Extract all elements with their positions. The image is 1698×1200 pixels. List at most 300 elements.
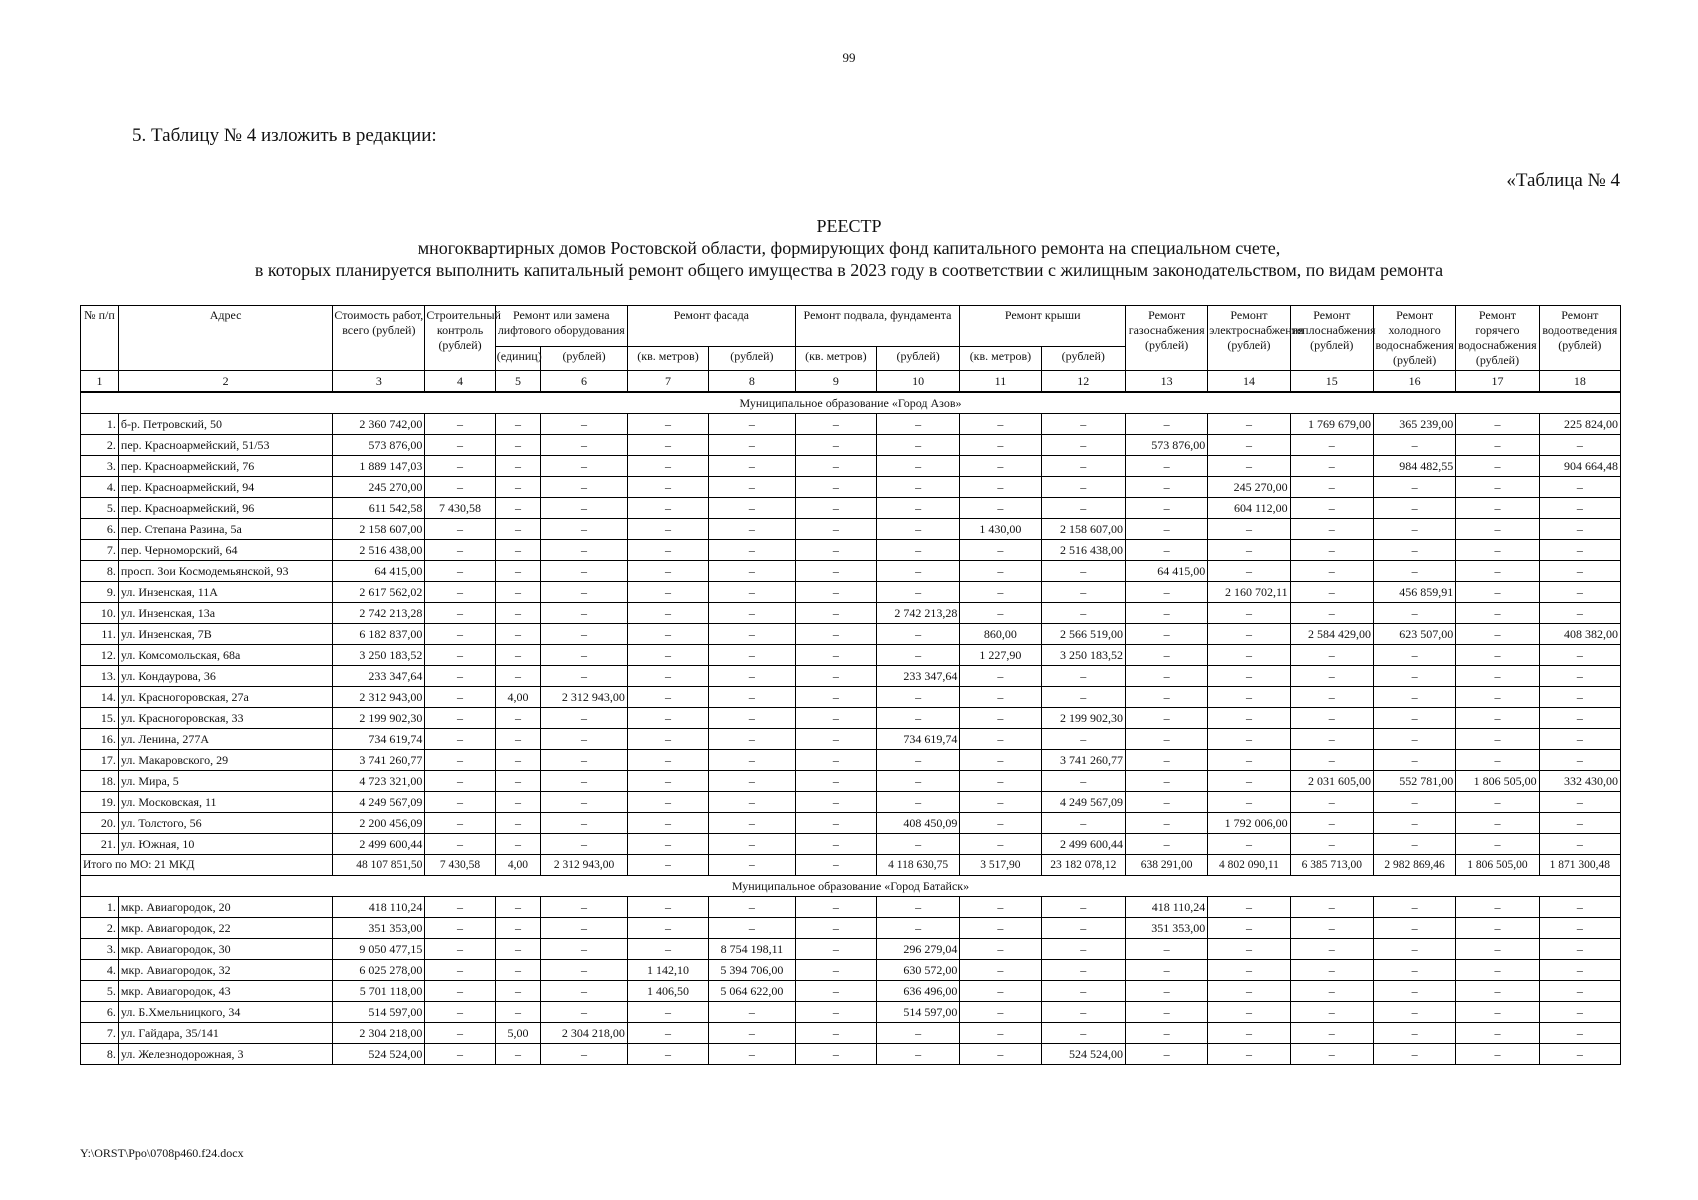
value-cell: – — [1041, 498, 1125, 519]
value-cell: – — [1539, 687, 1620, 708]
value-cell: – — [1539, 729, 1620, 750]
table-row — [81, 603, 1621, 624]
value-cell: – — [627, 1044, 708, 1065]
title-line-2: многоквартирных домов Ростовской области, формирующих фонд капитального ремонта на специальном счете, — [417, 238, 1281, 258]
value-cell: – — [627, 687, 708, 708]
value-cell: – — [1041, 666, 1125, 687]
value-cell: – — [1539, 540, 1620, 561]
value-cell: 351 353,00 — [1126, 918, 1208, 939]
value-cell: – — [1539, 582, 1620, 603]
value-cell: 2 312 943,00 — [541, 687, 628, 708]
value-cell: – — [795, 897, 876, 918]
row-number: 5. — [81, 981, 119, 1002]
row-number: 5. — [81, 498, 119, 519]
table-row — [81, 561, 1621, 582]
value-cell: – — [1456, 561, 1539, 582]
value-cell: – — [1126, 834, 1208, 855]
value-cell: – — [795, 498, 876, 519]
value-cell: 2 742 213,28 — [876, 603, 959, 624]
address-cell: ул. Инзенская, 7В — [118, 624, 332, 645]
value-cell: – — [795, 792, 876, 813]
value-cell: – — [1041, 939, 1125, 960]
value-cell: – — [709, 414, 796, 435]
value-cell: – — [1456, 834, 1539, 855]
value-cell: – — [1290, 561, 1373, 582]
table-row — [81, 519, 1621, 540]
table-row — [81, 582, 1621, 603]
column-number: 7 — [627, 371, 708, 393]
address-cell: мкр. Авиагородок, 20 — [118, 897, 332, 918]
header-hot: Ремонт горячего водоснабжения (рублей) — [1456, 306, 1539, 371]
value-cell: 225 824,00 — [1539, 414, 1620, 435]
value-cell: – — [1041, 582, 1125, 603]
value-cell: – — [960, 960, 1041, 981]
address-cell: ул. Б.Хмельницкого, 34 — [118, 1002, 332, 1023]
value-cell: – — [960, 750, 1041, 771]
value-cell: – — [495, 645, 540, 666]
row-number: 3. — [81, 939, 119, 960]
total-value: 1 871 300,48 — [1539, 855, 1620, 876]
value-cell: – — [1539, 477, 1620, 498]
value-cell: – — [1456, 813, 1539, 834]
value-cell: – — [1041, 981, 1125, 1002]
value-cell: – — [1373, 708, 1455, 729]
value-cell: – — [541, 645, 628, 666]
value-cell: – — [1208, 603, 1290, 624]
value-cell: – — [541, 834, 628, 855]
section-header-row — [81, 392, 1621, 414]
value-cell: – — [795, 729, 876, 750]
value-cell: 2 304 218,00 — [541, 1023, 628, 1044]
value-cell: – — [1290, 981, 1373, 1002]
value-cell: – — [1373, 834, 1455, 855]
value-cell: – — [1041, 603, 1125, 624]
value-cell: – — [425, 708, 495, 729]
column-number: 18 — [1539, 371, 1620, 393]
value-cell: – — [425, 897, 495, 918]
table-row — [81, 498, 1621, 519]
value-cell: – — [627, 603, 708, 624]
value-cell: – — [1126, 414, 1208, 435]
value-cell: 514 597,00 — [876, 1002, 959, 1023]
value-cell: – — [1456, 708, 1539, 729]
value-cell: – — [1456, 582, 1539, 603]
total-value: 1 806 505,00 — [1456, 855, 1539, 876]
header-facade-sqm: (кв. метров) — [627, 347, 708, 371]
value-cell: – — [495, 1044, 540, 1065]
value-cell: – — [541, 750, 628, 771]
row-number: 21. — [81, 834, 119, 855]
value-cell: – — [795, 477, 876, 498]
row-number: 4. — [81, 960, 119, 981]
value-cell: 6 182 837,00 — [333, 624, 425, 645]
value-cell: – — [1208, 666, 1290, 687]
value-cell: 611 542,58 — [333, 498, 425, 519]
value-cell: – — [495, 771, 540, 792]
value-cell: – — [709, 477, 796, 498]
value-cell: – — [495, 708, 540, 729]
value-cell: – — [960, 477, 1041, 498]
address-cell: б-р. Петровский, 50 — [118, 414, 332, 435]
page-number: 99 — [842, 50, 856, 65]
value-cell: – — [425, 918, 495, 939]
value-cell: – — [1126, 666, 1208, 687]
address-cell: ул. Красногоровская, 33 — [118, 708, 332, 729]
value-cell: – — [495, 813, 540, 834]
value-cell: – — [425, 456, 495, 477]
value-cell: – — [541, 939, 628, 960]
total-value: 3 517,90 — [960, 855, 1041, 876]
value-cell: – — [1041, 729, 1125, 750]
value-cell: – — [541, 582, 628, 603]
value-cell: – — [960, 813, 1041, 834]
value-cell: – — [1373, 603, 1455, 624]
value-cell: – — [1290, 456, 1373, 477]
value-cell: – — [709, 1044, 796, 1065]
value-cell: – — [495, 477, 540, 498]
value-cell: – — [709, 918, 796, 939]
value-cell: – — [709, 729, 796, 750]
value-cell: – — [495, 939, 540, 960]
value-cell: – — [876, 687, 959, 708]
row-number: 6. — [81, 1002, 119, 1023]
value-cell: – — [1373, 1044, 1455, 1065]
value-cell: – — [495, 582, 540, 603]
value-cell: – — [1539, 1002, 1620, 1023]
value-cell: – — [876, 918, 959, 939]
value-cell: – — [795, 813, 876, 834]
value-cell: – — [709, 519, 796, 540]
header-gas: Ремонт газоснабжения (рублей) — [1126, 306, 1208, 371]
value-cell: – — [960, 414, 1041, 435]
value-cell: – — [627, 414, 708, 435]
value-cell: – — [1373, 477, 1455, 498]
address-cell: ул. Кондаурова, 36 — [118, 666, 332, 687]
value-cell: – — [425, 624, 495, 645]
row-number: 3. — [81, 456, 119, 477]
intro-text: 5. Таблицу № 4 изложить в редакции: — [132, 125, 437, 146]
value-cell: – — [425, 750, 495, 771]
value-cell: – — [960, 834, 1041, 855]
value-cell: – — [425, 603, 495, 624]
value-cell: 2 304 218,00 — [333, 1023, 425, 1044]
value-cell: – — [1041, 918, 1125, 939]
column-number: 5 — [495, 371, 540, 393]
value-cell: – — [1208, 792, 1290, 813]
value-cell: – — [1373, 645, 1455, 666]
value-cell: – — [1290, 582, 1373, 603]
value-cell: – — [709, 834, 796, 855]
value-cell: – — [495, 918, 540, 939]
value-cell: – — [1126, 981, 1208, 1002]
value-cell: 332 430,00 — [1539, 771, 1620, 792]
value-cell: – — [1456, 687, 1539, 708]
value-cell: – — [495, 729, 540, 750]
value-cell: – — [495, 498, 540, 519]
value-cell: – — [709, 708, 796, 729]
value-cell: 2 617 562,02 — [333, 582, 425, 603]
header-cost: Стоимость работ, всего (рублей) — [333, 306, 425, 371]
table-row — [81, 1002, 1621, 1023]
value-cell: 734 619,74 — [876, 729, 959, 750]
column-number: 14 — [1208, 371, 1290, 393]
value-cell: – — [541, 477, 628, 498]
value-cell: – — [1126, 750, 1208, 771]
value-cell: – — [1456, 960, 1539, 981]
value-cell: 1 430,00 — [960, 519, 1041, 540]
table-row — [81, 813, 1621, 834]
value-cell: – — [541, 1044, 628, 1065]
value-cell: – — [960, 582, 1041, 603]
column-number: 17 — [1456, 371, 1539, 393]
value-cell: – — [1290, 708, 1373, 729]
value-cell: – — [960, 687, 1041, 708]
column-number: 10 — [876, 371, 959, 393]
value-cell: – — [1290, 477, 1373, 498]
value-cell: 9 050 477,15 — [333, 939, 425, 960]
value-cell: – — [1041, 435, 1125, 456]
value-cell: – — [1290, 1023, 1373, 1044]
value-cell: – — [1126, 624, 1208, 645]
value-cell: – — [425, 834, 495, 855]
value-cell: – — [627, 477, 708, 498]
value-cell: – — [1539, 498, 1620, 519]
address-cell: пер. Красноармейский, 76 — [118, 456, 332, 477]
address-cell: ул. Инзенская, 11А — [118, 582, 332, 603]
table-row — [81, 834, 1621, 855]
document-title — [0, 215, 1698, 281]
address-cell: ул. Комсомольская, 68а — [118, 645, 332, 666]
value-cell: – — [1126, 960, 1208, 981]
value-cell: – — [960, 603, 1041, 624]
header-basement-rub: (рублей) — [876, 347, 959, 371]
section-header-row — [81, 876, 1621, 897]
value-cell: 5 701 118,00 — [333, 981, 425, 1002]
value-cell: – — [1456, 666, 1539, 687]
value-cell: – — [1126, 708, 1208, 729]
total-value: 4 118 630,75 — [876, 855, 959, 876]
value-cell: – — [1373, 519, 1455, 540]
value-cell: – — [795, 981, 876, 1002]
value-cell: – — [1539, 918, 1620, 939]
value-cell: – — [960, 1023, 1041, 1044]
value-cell: – — [1290, 939, 1373, 960]
value-cell: – — [627, 498, 708, 519]
value-cell: – — [960, 498, 1041, 519]
value-cell: – — [795, 750, 876, 771]
value-cell: – — [709, 603, 796, 624]
table-row — [81, 540, 1621, 561]
value-cell: – — [960, 939, 1041, 960]
value-cell: – — [960, 540, 1041, 561]
value-cell: 984 482,55 — [1373, 456, 1455, 477]
column-number: 4 — [425, 371, 495, 393]
header-num: № п/п — [81, 306, 119, 371]
value-cell: – — [795, 456, 876, 477]
table-row — [81, 645, 1621, 666]
row-number: 2. — [81, 918, 119, 939]
value-cell: – — [795, 834, 876, 855]
value-cell: – — [876, 771, 959, 792]
value-cell: – — [876, 708, 959, 729]
row-number: 7. — [81, 1023, 119, 1044]
value-cell: – — [541, 729, 628, 750]
value-cell: – — [1208, 1002, 1290, 1023]
value-cell: – — [627, 813, 708, 834]
value-cell: 4 249 567,09 — [333, 792, 425, 813]
header-cold: Ремонт холодного водоснабжения (рублей) — [1373, 306, 1455, 371]
value-cell: – — [541, 771, 628, 792]
value-cell: – — [425, 666, 495, 687]
header-roof: Ремонт крыши — [960, 306, 1126, 347]
value-cell: – — [425, 981, 495, 1002]
value-cell: – — [876, 477, 959, 498]
value-cell: – — [1539, 603, 1620, 624]
value-cell: – — [541, 414, 628, 435]
value-cell: – — [795, 1023, 876, 1044]
table-row — [81, 1023, 1621, 1044]
value-cell: – — [627, 897, 708, 918]
table-row — [81, 897, 1621, 918]
value-cell: – — [709, 435, 796, 456]
header-facade: Ремонт фасада — [627, 306, 795, 347]
value-cell: – — [627, 1002, 708, 1023]
value-cell: – — [541, 666, 628, 687]
value-cell: – — [709, 1002, 796, 1023]
value-cell: – — [425, 771, 495, 792]
table-label: «Таблица № 4 — [1506, 170, 1620, 191]
footer-file-path: Y:\ORST\Ppo\0708p460.f24.docx — [80, 1146, 244, 1160]
value-cell: – — [425, 792, 495, 813]
value-cell: 7 430,58 — [425, 498, 495, 519]
value-cell: – — [960, 981, 1041, 1002]
value-cell: 6 025 278,00 — [333, 960, 425, 981]
table-row — [81, 456, 1621, 477]
value-cell: – — [1208, 939, 1290, 960]
value-cell: – — [1456, 918, 1539, 939]
address-cell: ул. Железнодорожная, 3 — [118, 1044, 332, 1065]
registry-table — [80, 305, 1621, 1065]
value-cell: 2 566 519,00 — [1041, 624, 1125, 645]
value-cell: 1 769 679,00 — [1290, 414, 1373, 435]
column-number: 8 — [709, 371, 796, 393]
value-cell: – — [795, 624, 876, 645]
table-row — [81, 981, 1621, 1002]
value-cell: – — [1539, 960, 1620, 981]
address-cell: пер. Черноморский, 64 — [118, 540, 332, 561]
value-cell: – — [425, 519, 495, 540]
value-cell: – — [495, 666, 540, 687]
value-cell: 2 160 702,11 — [1208, 582, 1290, 603]
value-cell: – — [795, 435, 876, 456]
value-cell: – — [960, 1002, 1041, 1023]
value-cell: – — [1208, 708, 1290, 729]
value-cell: 1 142,10 — [627, 960, 708, 981]
value-cell: – — [1041, 477, 1125, 498]
value-cell: 233 347,64 — [876, 666, 959, 687]
value-cell: – — [1208, 414, 1290, 435]
header-roof-rub: (рублей) — [1041, 347, 1125, 371]
value-cell: – — [960, 897, 1041, 918]
value-cell: – — [495, 414, 540, 435]
value-cell: – — [795, 666, 876, 687]
value-cell: – — [627, 939, 708, 960]
table-row — [81, 666, 1621, 687]
row-number: 18. — [81, 771, 119, 792]
table-row — [81, 750, 1621, 771]
value-cell: 1 889 147,03 — [333, 456, 425, 477]
row-number: 10. — [81, 603, 119, 624]
address-cell: ул. Южная, 10 — [118, 834, 332, 855]
table-row — [81, 687, 1621, 708]
value-cell: – — [1373, 540, 1455, 561]
row-number: 11. — [81, 624, 119, 645]
value-cell: – — [1456, 939, 1539, 960]
header-address: Адрес — [118, 306, 332, 371]
value-cell: 1 806 505,00 — [1456, 771, 1539, 792]
value-cell: – — [1539, 813, 1620, 834]
value-cell: – — [425, 939, 495, 960]
value-cell: – — [495, 435, 540, 456]
value-cell: – — [1456, 477, 1539, 498]
value-cell: – — [1290, 918, 1373, 939]
value-cell: – — [795, 561, 876, 582]
value-cell: – — [1373, 729, 1455, 750]
column-number: 9 — [795, 371, 876, 393]
address-cell: мкр. Авиагородок, 32 — [118, 960, 332, 981]
value-cell: – — [1373, 666, 1455, 687]
column-number: 13 — [1126, 371, 1208, 393]
value-cell: – — [1373, 792, 1455, 813]
value-cell: – — [541, 918, 628, 939]
value-cell: – — [960, 561, 1041, 582]
value-cell: – — [795, 540, 876, 561]
row-number: 17. — [81, 750, 119, 771]
value-cell: – — [1041, 414, 1125, 435]
value-cell: – — [1456, 435, 1539, 456]
value-cell: 418 110,24 — [1126, 897, 1208, 918]
value-cell: – — [960, 771, 1041, 792]
value-cell: – — [1290, 1044, 1373, 1065]
value-cell: – — [876, 897, 959, 918]
value-cell: – — [1126, 519, 1208, 540]
value-cell: – — [1373, 561, 1455, 582]
value-cell: – — [1290, 813, 1373, 834]
value-cell: 245 270,00 — [333, 477, 425, 498]
value-cell: – — [876, 834, 959, 855]
column-number-row — [81, 371, 1621, 393]
value-cell: – — [1456, 1002, 1539, 1023]
value-cell: – — [709, 813, 796, 834]
value-cell: – — [1041, 687, 1125, 708]
value-cell: 904 664,48 — [1539, 456, 1620, 477]
value-cell: 456 859,91 — [1373, 582, 1455, 603]
value-cell: – — [1539, 645, 1620, 666]
value-cell: – — [1041, 456, 1125, 477]
value-cell: – — [960, 918, 1041, 939]
value-cell: – — [709, 750, 796, 771]
value-cell: 3 741 260,77 — [333, 750, 425, 771]
address-cell: ул. Макаровского, 29 — [118, 750, 332, 771]
value-cell: – — [1208, 1044, 1290, 1065]
total-value: 2 982 869,46 — [1373, 855, 1455, 876]
value-cell: – — [1126, 477, 1208, 498]
value-cell: – — [541, 540, 628, 561]
value-cell: – — [1539, 519, 1620, 540]
value-cell: – — [425, 960, 495, 981]
value-cell: 2 200 456,09 — [333, 813, 425, 834]
value-cell: 573 876,00 — [333, 435, 425, 456]
